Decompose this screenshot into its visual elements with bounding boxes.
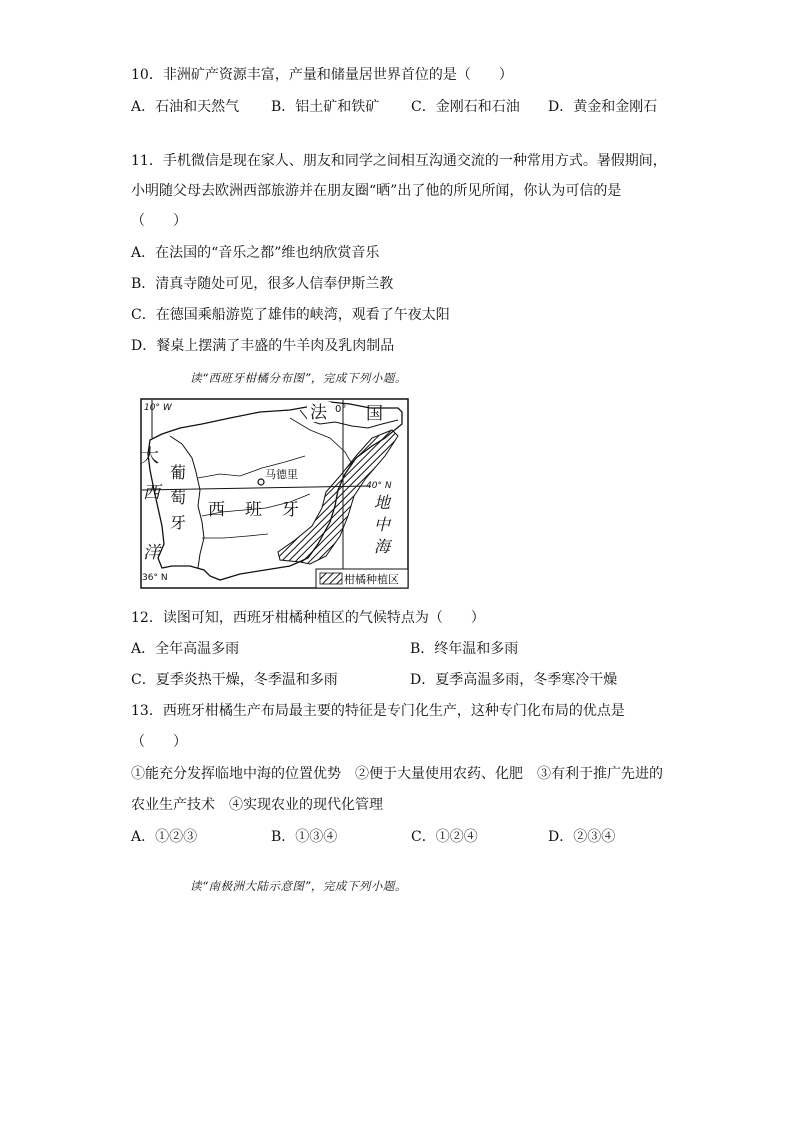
q10-option-c: C．金刚石和石油: [411, 99, 520, 115]
q11-option-a: A．在法国的“音乐之都”维也纳欣赏音乐: [131, 245, 380, 261]
label-spain-1: 西: [208, 500, 225, 520]
q11-stem-line2: 小明随父母去欧洲西部旅游并在朋友圈“晒”出了他的所见所闻，你认为可信的是: [131, 183, 622, 199]
label-10w: 10° W: [144, 403, 172, 413]
q11-stem-line1: 11．手机微信是现在家人、朋友和同学之间相互沟通交流的一种常用方式。暑假期间，: [131, 153, 667, 169]
q13-option-b: B．①③④: [271, 829, 338, 845]
label-portugal-1: 葡: [170, 463, 187, 482]
label-spain-3: 牙: [282, 500, 299, 520]
spain-citrus-map: [140, 398, 410, 590]
label-atlantic-1: 大: [141, 446, 159, 467]
label-atlantic-3: 洋: [143, 543, 160, 563]
q12-option-d: D．夏季高温多雨，冬季寒冷干燥: [410, 672, 618, 688]
q13-statements-line2: 农业生产技术 ④实现农业的现代化管理: [131, 797, 383, 813]
q12-option-b: B．终年温和多雨: [410, 641, 519, 657]
label-36n: 36° N: [142, 573, 168, 583]
label-40n: 40° N: [366, 481, 392, 491]
label-madrid: 马德里: [265, 468, 298, 481]
label-med-3: 海: [374, 537, 391, 556]
label-med-1: 地: [374, 493, 391, 512]
q11-option-c: C．在德国乘船游览了雄伟的峡湾，观看了午夜太阳: [131, 307, 450, 323]
legend-swatch: [320, 573, 342, 584]
map-caption-spain: 读“西班牙柑橘分布图”，完成下列小题。: [190, 371, 407, 385]
label-portugal-2: 萄: [170, 488, 187, 507]
q10-option-a: A．石油和天然气: [131, 99, 240, 115]
q11-answer-paren: （ ）: [131, 213, 187, 229]
q12-stem: 12．读图可知，西班牙柑橘种植区的气候特点为（ ）: [131, 610, 485, 626]
q11-option-d: D．餐桌上摆满了丰盛的牛羊肉及乳肉制品: [131, 338, 395, 354]
label-0deg: 0°: [335, 404, 347, 415]
label-atlantic-2: 西: [143, 483, 160, 503]
label-france-1: 法: [310, 403, 327, 423]
q13-option-a: A．①②③: [131, 829, 198, 845]
label-france-2: 国: [366, 404, 383, 424]
label-spain-2: 班: [245, 500, 262, 520]
madrid-point: [258, 479, 264, 485]
q13-stem: 13．西班牙柑橘生产布局最主要的特征是专门化生产，这种专门化布局的优点是: [131, 703, 625, 719]
q13-option-d: D．②③④: [548, 829, 616, 845]
q13-option-c: C．①②④: [411, 829, 478, 845]
map-caption-antarctica: 读“南极洲大陆示意图”，完成下列小题。: [190, 879, 407, 893]
q13-statements-line1: ①能充分发挥临地中海的位置优势 ②便于大量使用农药、化肥 ③有利于推广先进的: [131, 766, 663, 782]
q12-option-c: C．夏季炎热干燥，冬季温和多雨: [131, 672, 338, 688]
q10-option-b: B．铝土矿和铁矿: [271, 99, 380, 115]
q10-option-d: D．黄金和金刚石: [548, 99, 658, 115]
legend-label: 柑橘种植区: [344, 573, 399, 586]
label-med-2: 中: [374, 515, 391, 534]
label-portugal-3: 牙: [170, 513, 187, 532]
q12-option-a: A．全年高温多雨: [131, 641, 240, 657]
q13-answer-paren: （ ）: [131, 734, 187, 750]
q10-stem: 10．非洲矿产资源丰富，产量和储量居世界首位的是（ ）: [131, 67, 513, 83]
q11-option-b: B．清真寺随处可见，很多人信奉伊斯兰教: [131, 276, 394, 292]
